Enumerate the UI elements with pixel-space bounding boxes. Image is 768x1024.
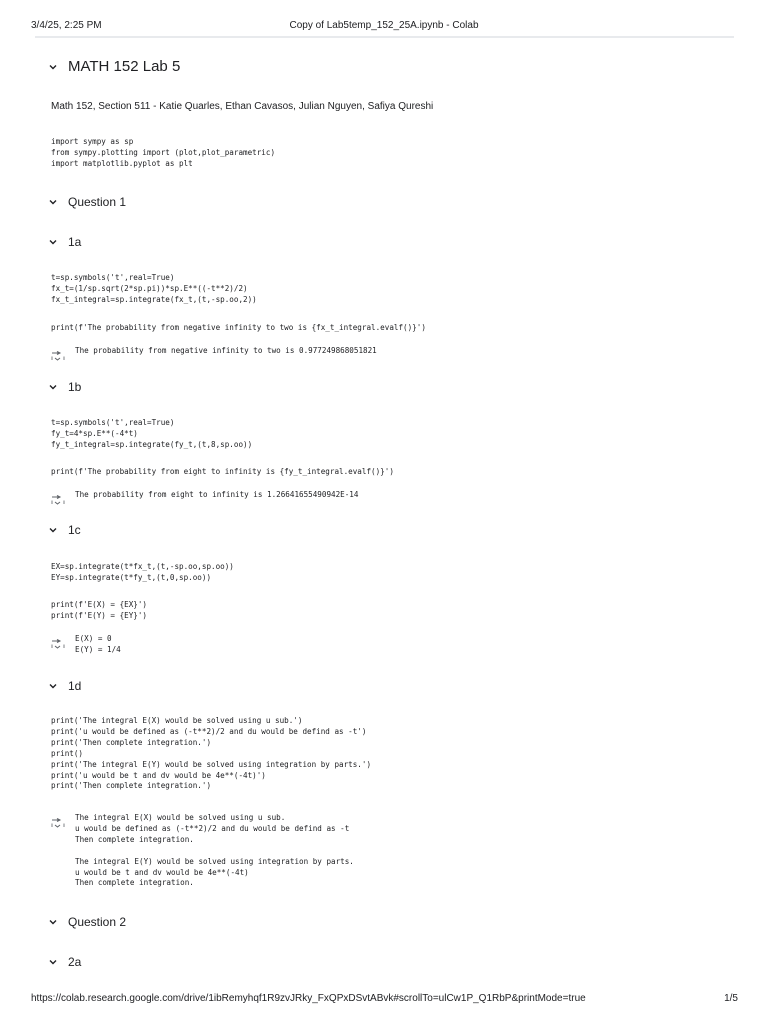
chevron-down-icon[interactable] xyxy=(48,62,58,72)
code-cell-1c[interactable]: EX=sp.integrate(t*fx_t,(t,-sp.oo,sp.oo)) EY=sp.integrate(t*fy_t,(t,0,sp.oo)) xyxy=(51,562,234,582)
section-heading-1a[interactable] xyxy=(48,235,81,249)
output-text: The probability from eight to infinity is 1.26641655490942E-14 xyxy=(75,490,359,499)
section-heading-question-2[interactable] xyxy=(48,915,126,929)
code-cell-1a[interactable]: t=sp.symbols('t',real=True) fx_t=(1/sp.sqrt(2*sp.pi))*sp.E**((-t**2)/2) fx_t_integral=sp.integrate(fx_t,(t,-sp.oo,2)) xyxy=(51,273,257,304)
section-title: 1d xyxy=(68,679,82,693)
output-text: The integral E(Y) would be solved using integration by parts. u would be t and dv would be 4e**(-4t) Then complete integration. xyxy=(75,856,354,888)
output-text: The integral E(X) would be solved using u sub. u would be defined as (-t**2)/2 and du would be defind as -t Then complete integration. xyxy=(75,813,350,844)
chevron-down-icon[interactable] xyxy=(48,197,58,207)
print-header xyxy=(0,0,768,36)
code-cell-1a-print[interactable]: print(f'The probability from negative infinity to two is {fx_t_integral.evalf()}') xyxy=(51,323,426,332)
section-heading-1c[interactable] xyxy=(48,523,81,537)
section-heading-1b[interactable] xyxy=(48,380,81,394)
print-footer xyxy=(0,991,768,1011)
section-heading-1d[interactable] xyxy=(48,679,81,693)
section-title: 1c xyxy=(68,523,81,537)
chevron-down-icon[interactable] xyxy=(48,681,58,691)
section-heading-question-1[interactable] xyxy=(48,195,126,209)
section-heading-2a[interactable] xyxy=(48,955,81,969)
output-1b xyxy=(51,490,358,501)
code-cell-1b-print[interactable]: print(f'The probability from eight to infinity is {fy_t_integral.evalf()}') xyxy=(51,467,394,476)
output-1c xyxy=(51,634,121,656)
code-cell-imports[interactable]: import sympy as sp from sympy.plotting import (plot,plot_parametric) import matplotlib.pyplot as plt xyxy=(51,137,276,168)
section-title: MATH 152 Lab 5 xyxy=(68,58,181,75)
chevron-down-icon[interactable] xyxy=(48,957,58,967)
output-1d xyxy=(51,813,354,889)
section-title: 1a xyxy=(68,235,82,249)
output-toggle-icon[interactable] xyxy=(51,634,65,644)
code-cell-1b[interactable]: t=sp.symbols('t',real=True) fy_t=4*sp.E**(-4*t) fy_t_integral=sp.integrate(fy_t,(t,8,sp.oo)) xyxy=(51,418,253,449)
authors-text: Math 152, Section 511 - Katie Quarles, Ethan Cavasos, Julian Nguyen, Safiya Qureshi xyxy=(51,101,434,112)
output-toggle-icon[interactable] xyxy=(51,346,65,356)
print-url: https://colab.research.google.com/drive/1ibRemyhqf1R9zvJRky_FxQPxDSvtABvk#scrollTo=ulCw1P_Q1RbP&printMode=true xyxy=(31,993,586,1004)
code-cell-1d[interactable]: print('The integral E(X) would be solved using u sub.') print('u would be defined as (-t**2)/2 and du would be defind as -t') print('Then complete integration.') print() print('The integral E(Y) would be solved using integration by parts.') print('u would be t and dv would be 4e**(-4t)') print('Then complete integration.') xyxy=(51,716,372,791)
chevron-down-icon[interactable] xyxy=(48,917,58,927)
section-title: 1b xyxy=(68,380,82,394)
section-title: Question 1 xyxy=(68,195,127,209)
code-cell-1c-print[interactable]: print(f'E(X) = {EX}') print(f'E(Y) = {EY}') xyxy=(51,600,148,620)
output-1a xyxy=(51,346,377,357)
section-title: Question 2 xyxy=(68,915,127,929)
chevron-down-icon[interactable] xyxy=(48,382,58,392)
section-heading-title[interactable] xyxy=(48,58,180,75)
header-divider xyxy=(35,36,734,38)
section-title: 2a xyxy=(68,955,82,969)
output-toggle-icon[interactable] xyxy=(51,813,65,823)
page-number: 1/5 xyxy=(724,993,738,1004)
output-text: E(X) = 0 E(Y) = 1/4 xyxy=(75,634,121,654)
print-title: Copy of Lab5temp_152_25A.ipynb - Colab xyxy=(289,20,479,31)
output-text: The probability from negative infinity to two is 0.977249868051821 xyxy=(75,346,377,355)
print-date: 3/4/25, 2:25 PM xyxy=(31,20,102,31)
chevron-down-icon[interactable] xyxy=(48,525,58,535)
chevron-down-icon[interactable] xyxy=(48,237,58,247)
output-toggle-icon[interactable] xyxy=(51,490,65,500)
